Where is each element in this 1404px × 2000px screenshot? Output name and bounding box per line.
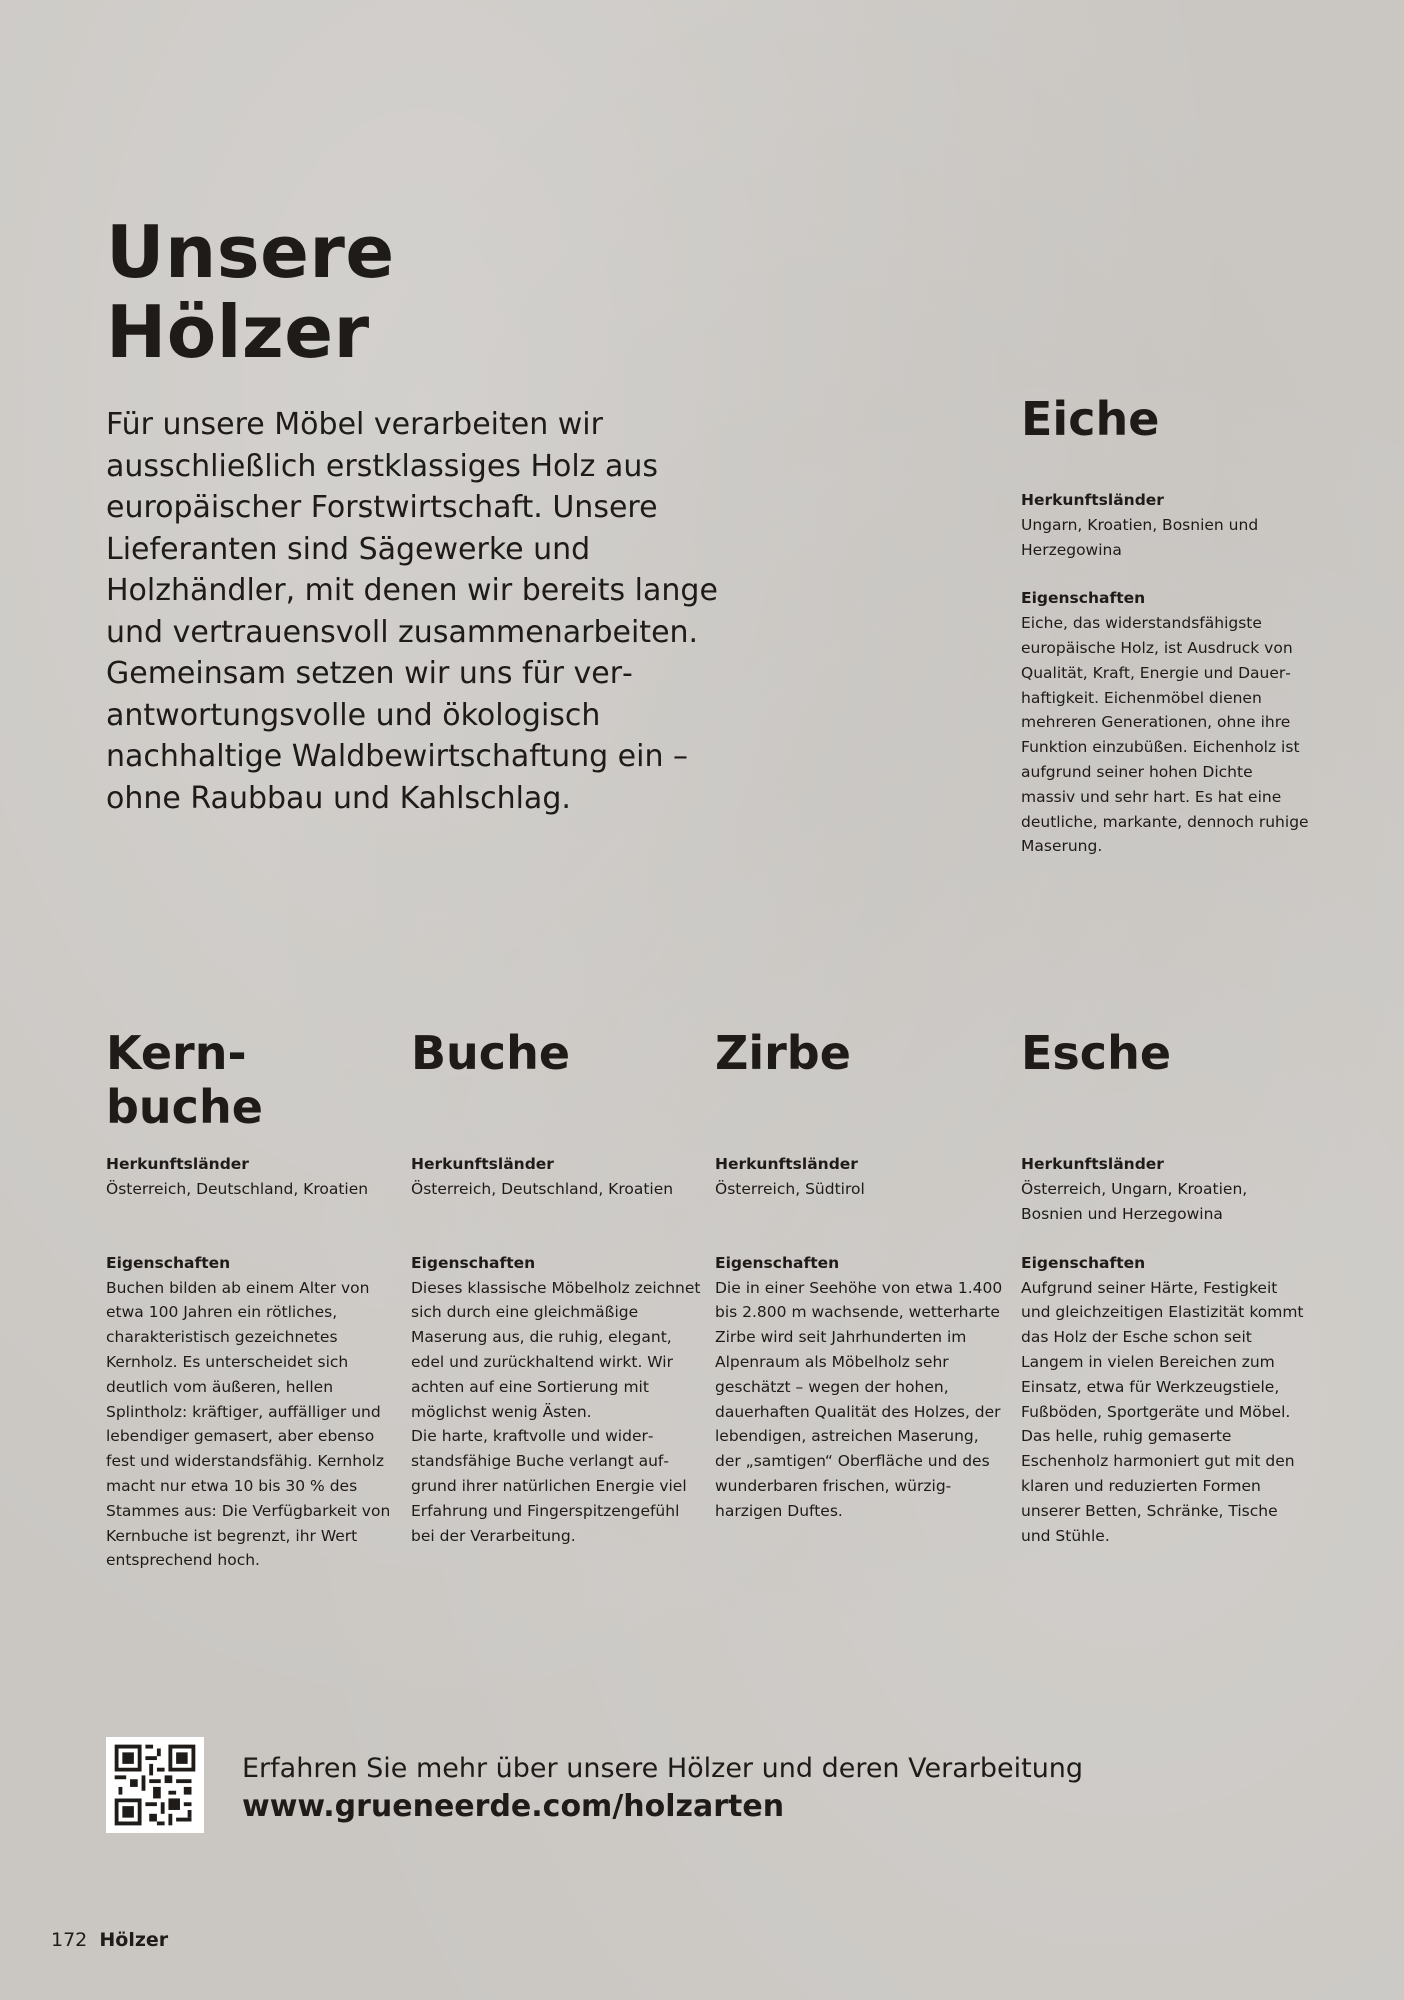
page-number: 172 xyxy=(51,1929,88,1951)
props-label: Eigenschaften xyxy=(1021,1253,1146,1272)
origin-text: Österreich, Deutschland, Kroatien xyxy=(106,1179,369,1198)
props-label: Eigenschaften xyxy=(106,1253,231,1272)
origin-label: Herkunftsländer xyxy=(106,1155,249,1173)
wood-kernbuche xyxy=(106,1026,396,1573)
props-label: Eigenschaften xyxy=(411,1253,536,1272)
page-footer xyxy=(51,1928,168,1952)
footer-cta: Erfahren Sie mehr über unsere Hölzer und deren Verarbeitung xyxy=(242,1753,1084,1784)
origin-label: Herkunftsländer xyxy=(1021,1155,1164,1173)
props-text: Aufgrund seiner Härte, Festigkeit und gleichzeitigen Elastizität kommt das Holz der Esche schon seit Langem in vielen Bereichen zum Einsatz, etwa für Werkzeugstiele, Fußböden, Sportgeräte und Möbel. Das helle, ruhig gemaserte Eschenholz harmoniert gut mit den klaren und reduzierten Formen unserer Betten, Schränke, Tische und Stühle. xyxy=(1021,1278,1304,1545)
props-label: Eigenschaften xyxy=(1021,589,1146,608)
wood-buche xyxy=(411,1026,701,1548)
props-text: Buchen bilden ab einem Alter von etwa 100 Jahren ein rötliches, charakteristisch gezeichnetes Kernholz. Es unterscheidet sich deutlich vom äußeren, hellen Splintholz: kräftiger, auffälliger und lebendiger gemasert, aber ebenso fest und widerstandsfähig. Kernholz macht nur etwa 10 bis 30 % des Stammes aus: Die Verfügbarkeit von Kernbuche ist begrenzt, ihr Wert entsprechend hoch. xyxy=(106,1278,391,1570)
wood-esche xyxy=(1021,1026,1311,1548)
wood-heading: Esche xyxy=(1021,1026,1172,1080)
wood-heading: Buche xyxy=(411,1026,571,1080)
qr-code[interactable] xyxy=(106,1737,204,1833)
wood-zirbe xyxy=(715,1026,1005,1524)
origin-label: Herkunftsländer xyxy=(1021,491,1164,509)
origin-text: Österreich, Ungarn, Kroatien, Bosnien und Herzegowina xyxy=(1021,1179,1248,1223)
wood-heading: Zirbe xyxy=(715,1026,851,1080)
footer-url-link[interactable]: www.grueneerde.com/holzarten xyxy=(242,1789,785,1824)
wood-heading xyxy=(106,1026,396,1134)
wood-heading: Eiche xyxy=(1021,392,1160,446)
props-text: Die in einer Seehöhe von etwa 1.400 bis 2.800 m wachsende, wetterharte Zirbe wird seit Jahrhunderten im Alpenraum als Möbelholz sehr geschätzt – wegen der hohen, dauerhaften Qualität des Holzes, der lebendigen, astreichen Maserung, der „samtigen“ Oberfläche und des wunderbaren frischen, würzig-harzigen Duftes. xyxy=(715,1278,1003,1520)
title-line: Hölzer xyxy=(106,290,370,374)
origin-label: Herkunftsländer xyxy=(715,1155,858,1173)
props-text-2: Die harte, kraftvolle und widerstandsfähige Buche verlangt aufgrund ihrer natürlichen Energie viel Erfahrung und Fingerspitzengefühl bei der Verarbeitung. xyxy=(411,1427,687,1545)
origin-text: Ungarn, Kroatien, Bosnien und Herzegowina xyxy=(1021,515,1259,559)
page-section: Hölzer xyxy=(99,1929,169,1951)
heading-line: buche xyxy=(106,1080,263,1134)
title-line: Unsere xyxy=(106,210,395,294)
origin-text: Österreich, Südtirol xyxy=(715,1179,865,1198)
props-text: Dieses klassische Möbelholz zeichnet sich durch eine gleichmäßige Maserung aus, die ruhig, elegant, edel und zurückhaltend wirkt. Wir achten auf eine Sortierung mit möglichst wenig Ästen. xyxy=(411,1278,701,1421)
origin-text: Österreich, Deutschland, Kroatien xyxy=(411,1179,674,1198)
props-text: Eiche, das widerstandsfähigste europäische Holz, ist Ausdruck von Qualität, Kraft, Energie und Dauerhaftigkeit. Eichenmöbel dienen mehreren Generationen, ohne ihre Funktion einzubüßen. Eichenholz ist aufgrund seiner hohen Dichte massiv und sehr hart. Es hat eine deutliche, markante, dennoch ruhige Maserung. xyxy=(1021,614,1309,856)
qr-code-icon xyxy=(106,1737,204,1833)
wood-eiche xyxy=(1021,392,1311,859)
intro-text: Für unsere Möbel verarbeiten wir ausschließlich erstklassiges Holz aus europäischer Forstwirtschaft. Unsere Lieferanten sind Sägewerke und Holzhändler, mit denen wir bereits lange und vertrauensvoll zusammenarbeiten. Gemeinsam setzen wir uns für verantwortungsvolle und ökologisch nachhaltige Waldbewirtschaftung ein – ohne Raubbau und Kahlschlag. xyxy=(106,407,718,816)
origin-label: Herkunftsländer xyxy=(411,1155,554,1173)
props-label: Eigenschaften xyxy=(715,1253,840,1272)
heading-line: Kern- xyxy=(106,1026,247,1080)
page-title xyxy=(106,212,395,372)
